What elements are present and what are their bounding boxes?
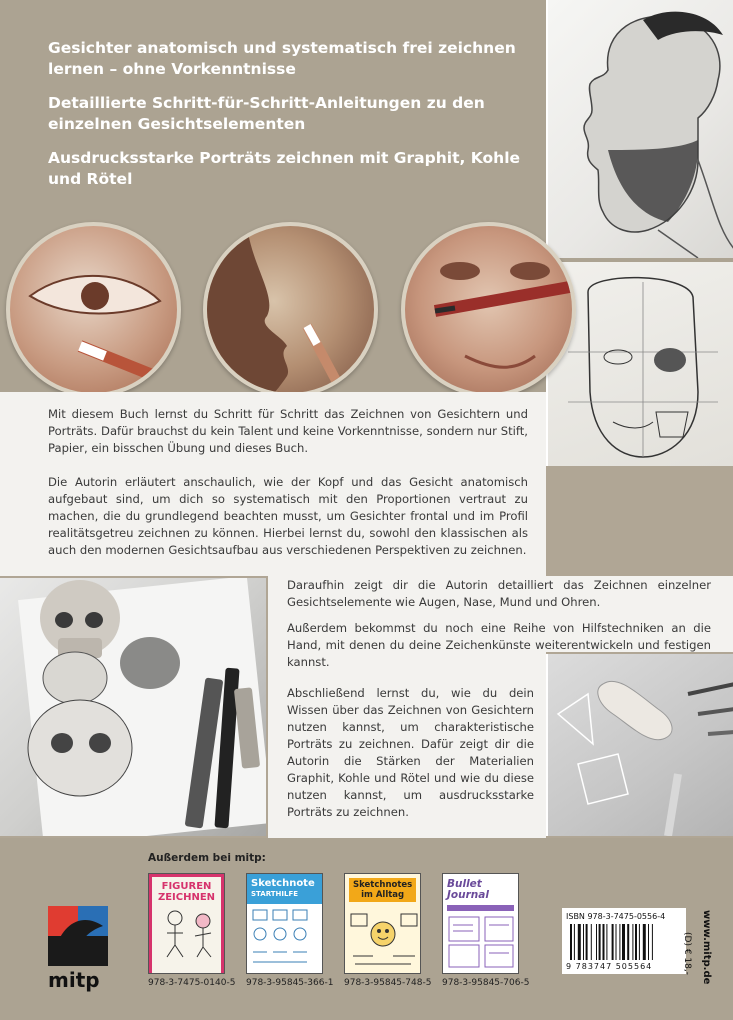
portraits-paragraph: Abschließend lernst du, wie du dein Wissen über das Zeichnen von Gesichtern nutzen kannst, um charakteristische Porträts zu zeichnen. Dafür zeigt dir die Autorin die Stärken der Materialien Graphit, Kohle und Rötel und wie du diese nutzen kannst, um ausdrucksstarke Porträts zu zeichnen. bbox=[287, 686, 534, 819]
book-isbn: 978-3-95845-748-5 bbox=[344, 978, 432, 988]
headline-list bbox=[48, 38, 538, 203]
book-cover-sketchnotes-im-alltag bbox=[344, 873, 421, 974]
headline: Ausdrucksstarke Porträts zeichnen mit Graphit, Kohle und Rötel bbox=[48, 149, 521, 188]
book-illustration-icon bbox=[443, 913, 519, 971]
book-cover-sketchnote-starthilfe bbox=[246, 873, 323, 974]
mitp-logo-icon bbox=[48, 906, 108, 966]
book-title: Sketchnotes im Alltag bbox=[345, 874, 420, 906]
nose-profile-circle-image bbox=[203, 222, 378, 397]
book-title: FIGUREN ZEICHNEN bbox=[157, 881, 216, 903]
publisher-url: www.mitp.de bbox=[701, 910, 712, 985]
book-isbn: 978-3-95845-366-1 bbox=[246, 978, 334, 988]
face-pencil-circle-image bbox=[401, 222, 576, 397]
also-from-publisher-label: Außerdem bei mitp: bbox=[148, 852, 266, 864]
elements-paragraph: Daraufhin zeigt dir die Autorin detailliert das Zeichnen einzelner Gesichtselemente wie Augen, Nase, Mund und Ohren. bbox=[287, 578, 711, 609]
skull-studies-image bbox=[0, 578, 266, 836]
book-cover-bullet-journal bbox=[442, 873, 519, 974]
book-illustration-icon bbox=[155, 903, 222, 958]
headline: Detaillierte Schritt-für-Schritt-Anleitungen zu den einzelnen Gesichtselementen bbox=[48, 94, 485, 133]
eye-drawing-circle-image bbox=[6, 222, 181, 397]
price-label: (D) € 18,- bbox=[682, 932, 692, 975]
drawing-tools-image bbox=[546, 654, 733, 836]
anatomy-paragraph: Die Autorin erläutert anschaulich, wie der Kopf und das Gesicht anatomisch aufgebaut sind, um dich so systematisch mit den Proportionen vertraut zu machen, die du grundlegend beachten musst, um Gesichter frontal und im Profil realitätsgetreu zeichnen zu können. Hierbei lernst du, sowohl den klassischen als auch den modernen Gesichtsaufbau aus verschiedenen Perspektiven zu zeichnen. bbox=[48, 475, 528, 557]
intro-paragraph: Mit diesem Buch lernst du Schritt für Schritt das Zeichnen von Gesichtern und Porträts. Dafür brauchst du kein Talent und keine Vorkenntnisse, sondern nur Stift, Papier, ein bisschen Übung und dieses Buch. bbox=[48, 407, 528, 455]
book-illustration-icon bbox=[345, 906, 421, 971]
mitp-logo-text: mitp bbox=[48, 968, 100, 992]
techniques-paragraph: Außerdem bekommst du noch eine Reihe von Hilfstechniken an die Hand, mit denen du deine Zeichenkünste weiterentwickeln und festigen kannst. bbox=[287, 621, 711, 669]
barcode-number: 9 783747 505564 bbox=[566, 962, 653, 971]
headline: Gesichter anatomisch und systematisch frei zeichnen lernen – ohne Vorkenntnisse bbox=[48, 39, 516, 78]
book-title: Bullet Journal bbox=[447, 878, 489, 901]
barcode-bars-icon bbox=[570, 924, 680, 960]
book-isbn: 978-3-7475-0140-5 bbox=[148, 978, 236, 988]
barcode-isbn-label: ISBN 978-3-7475-0556-4 bbox=[566, 912, 666, 921]
book-title: Sketchnote STARTHILFE bbox=[247, 874, 322, 904]
book-cover-figuren-zeichnen bbox=[148, 873, 225, 974]
bearded-man-sketch-image bbox=[546, 0, 733, 258]
book-isbn: 978-3-95845-706-5 bbox=[442, 978, 530, 988]
book-illustration-icon bbox=[247, 904, 323, 974]
